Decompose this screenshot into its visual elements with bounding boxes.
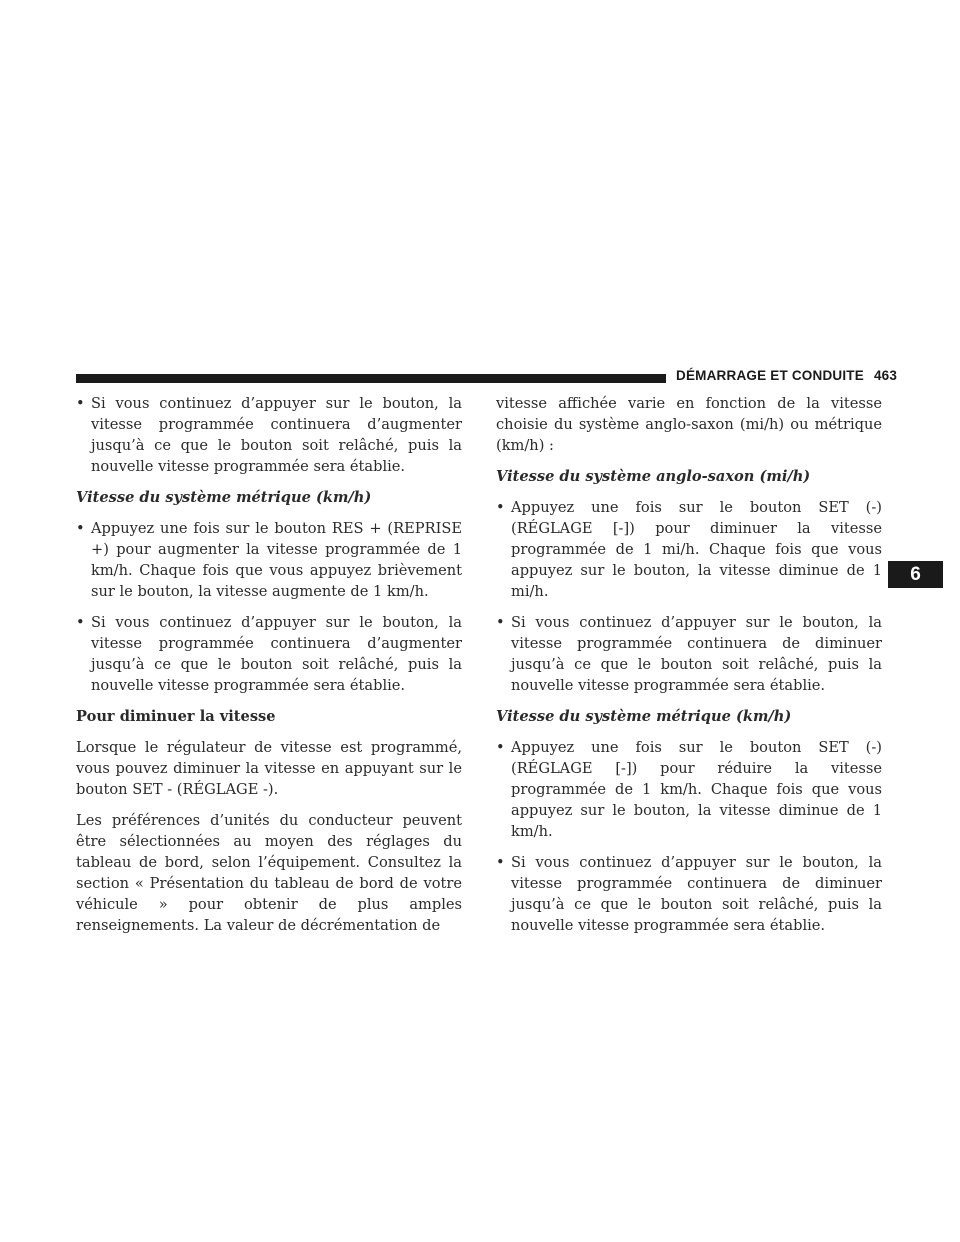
- subheading-decrease: Pour diminuer la vitesse: [76, 708, 276, 725]
- header-rule: [76, 374, 666, 383]
- list-item: [496, 497, 882, 602]
- list-item: [496, 612, 882, 696]
- subheading-metric: Vitesse du système métrique (km/h): [76, 489, 372, 506]
- list-item: [76, 612, 462, 696]
- list-item-text: Si vous continuez d’appuyer sur le bouton, la vitesse programmée continuera de diminuer jusqu’à ce que le bouton soit relâché, puis la nouvelle vitesse programmée sera établie.: [511, 854, 882, 934]
- bullet-icon: •: [76, 395, 85, 412]
- paragraph: vitesse affichée varie en fonction de la vitesse choisie du système anglo-saxon (mi/h) ou métrique (km/h) :: [496, 395, 882, 454]
- bullet-icon: •: [496, 499, 505, 516]
- list-item-text: Appuyez une fois sur le bouton SET (-) (RÉGLAGE [-]) pour diminuer la vitesse programmée de 1 mi/h. Chaque fois que vous appuyez sur le bouton, la vitesse diminue de 1 mi/h.: [511, 499, 882, 600]
- list-item-text: Si vous continuez d’appuyer sur le bouton, la vitesse programmée continuera d’augmenter jusqu’à ce que le bouton soit relâché, puis la nouvelle vitesse programmée sera établie.: [91, 395, 462, 475]
- subheading-metric: Vitesse du système métrique (km/h): [496, 708, 792, 725]
- subheading-imperial: Vitesse du système anglo-saxon (mi/h): [496, 468, 811, 485]
- bullet-icon: •: [76, 614, 85, 631]
- list-item: [76, 393, 462, 477]
- list-item: [496, 737, 882, 842]
- list-item-text: Si vous continuez d’appuyer sur le bouton, la vitesse programmée continuera de diminuer jusqu’à ce que le bouton soit relâché, puis la nouvelle vitesse programmée sera établie.: [511, 614, 882, 694]
- running-header: [676, 368, 897, 383]
- paragraph: Les préférences d’unités du conducteur peuvent être sélectionnées au moyen des réglages du tableau de bord, selon l’équipement. Consultez la section « Présentation du tableau de bord de votre véhicule » pour obtenir de plus amples renseignements. La valeur de décrémentation de: [76, 812, 462, 934]
- list-item-text: Appuyez une fois sur le bouton SET (-) (RÉGLAGE [-]) pour réduire la vitesse programmée de 1 km/h. Chaque fois que vous appuyez sur le bouton, la vitesse diminue de 1 km/h.: [511, 739, 882, 840]
- list-item: [76, 518, 462, 602]
- list-item: [496, 852, 882, 936]
- page-number: 463: [873, 368, 898, 383]
- right-column: [496, 393, 882, 946]
- section-title: DÉMARRAGE ET CONDUITE: [676, 368, 864, 383]
- list-item-text: Appuyez une fois sur le bouton RES + (REPRISE +) pour augmenter la vitesse programmée de 1 km/h. Chaque fois que vous appuyez brièvement sur le bouton, la vitesse augmente de 1 km/h.: [91, 520, 462, 600]
- left-column: [76, 393, 462, 946]
- bullet-icon: •: [76, 520, 85, 537]
- bullet-icon: •: [496, 854, 505, 871]
- bullet-icon: •: [496, 739, 505, 756]
- paragraph: Lorsque le régulateur de vitesse est programmé, vous pouvez diminuer la vitesse en appuyant sur le bouton SET - (RÉGLAGE -).: [76, 739, 462, 798]
- bullet-icon: •: [496, 614, 505, 631]
- chapter-tab: 6: [888, 561, 943, 588]
- list-item-text: Si vous continuez d’appuyer sur le bouton, la vitesse programmée continuera d’augmenter jusqu’à ce que le bouton soit relâché, puis la nouvelle vitesse programmée sera établie.: [91, 614, 462, 694]
